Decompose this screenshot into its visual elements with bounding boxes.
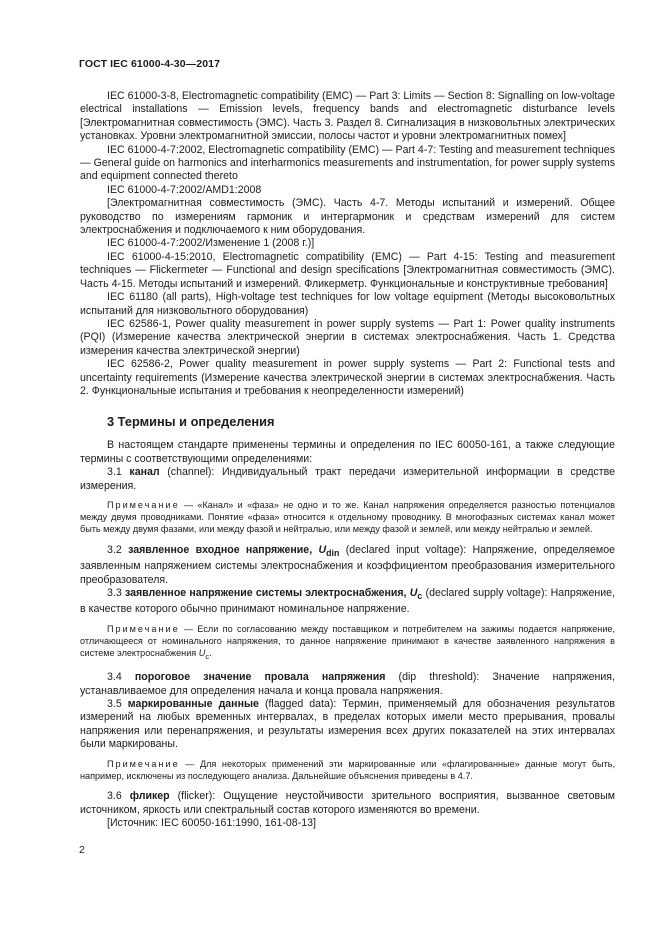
term-name: канал — [129, 466, 160, 479]
term-3-5: 3.5 маркированные данные (flagged data): Термин, применяемый для обозначения результатов измерений на любых временных интервалах, в пределах которых имели место прерывания, провалы напряжения или перенапряжения, и результаты измерения всех других показателей на этих интервалах были маркированы. — [80, 698, 615, 751]
note-3-3: Примечание — Если по согласованию между поставщиком и потребителем на зажимы подается напряжение, отличающееся от номинального напряжения, то данное напряжение принимают в качестве заявленного напряжения в системе электроснабжения $U_c$. — [80, 623, 615, 662]
section-heading: 3 Термины и определения — [107, 414, 275, 430]
term-name: заявленное напряжение системы электроснабжения, $U_c$ — [124, 586, 423, 602]
reference-item: IEC 61000-3-8, Electromagnetic compatibility (EMC) — Part 3: Limits — Section 8: Signalling on low-voltage electrical installations — Emission levels, frequency bands and electromagnetic disturbance levels [Электромагнитная совместимость (ЭМС). Часть 3. Раздел 8. Сигнализация в низковольтных электрических установках. Уровни электромагнитной эмиссии, полосы частот и уровни электромагнитных помех] — [80, 90, 615, 143]
term-3-6: 3.6 фликер (flicker): Ощущение неустойчивости зрительного восприятия, вызванное световым источником, яркость или спектральный состав которого изменяются во времени. — [80, 790, 615, 816]
page-number: 2 — [79, 844, 85, 856]
page-content — [80, 90, 615, 830]
reference-item: IEC 61000-4-15:2010, Electromagnetic compatibility (EMC) — Part 4-15: Testing and measurement techniques — Flickermeter — Functional and design specifications [Электромагнитная совместимость (ЭМС). Часть 4-15. Методы испытаний и измерений. Фликерметр. Функциональные и конструктивные требования] — [80, 250, 615, 290]
note-3-5: Примечание — Для некоторых применений эти маркированные или «флагированные» данные могут быть, например, исключены из последующего анализа. Дальнейшие объяснения приведены в 4.7. — [80, 758, 615, 781]
document-header: ГОСТ IEC 61000-4-30—2017 — [79, 58, 221, 70]
reference-item: [Электромагнитная совместимость (ЭМС). Часть 4-7. Методы испытаний и измерений. Общее руководство по измерениям гармоник и интергармоник и средствам измерений для систем электроснабжения и подключаемого к ним оборудования. — [80, 197, 615, 237]
term-3-3: 3.3 заявленное напряжение системы электроснабжения, $U_c$ (declared supply voltage): Напряжение, в качестве которого обычно принимают номинальное напряжение. — [80, 586, 616, 616]
reference-item: IEC 61000-4-7:2002/Изменение 1 (2008 г.)] — [107, 237, 315, 250]
reference-item: IEC 61180 (all parts), High-voltage test techniques for low voltage equipment (Методы высоковольтных испытаний для низковольтного оборудования) — [80, 291, 615, 317]
term-3-2: 3.2 заявленное входное напряжение, $U_{din}$ (declared input voltage): Напряжение, определяемое заявленным напряжением системы электроснабжения и коэффициентом преобразования измерительного преобразователя. — [80, 543, 615, 586]
section-intro: В настоящем стандарте применены термины и определения по IEC 60050-161, а также следующие термины с соответствующими определениями: — [80, 439, 615, 465]
term-name: пороговое значение провала напряжения — [134, 671, 386, 684]
term-name: заявленное входное напряжение, $U_{din}$ — [128, 543, 340, 558]
note-3-1: Примечание — «Канал» и «фаза» не одно и то же. Канал напряжения определяется разностью потенциалов между двумя проводниками. Понятие «фаза» относится к отдельному проводнику. В многофазных системах канал может быть между двумя фазами, или между фазой и нейтралью, или между фазой и землей, или между нейтралью и землей. — [80, 499, 615, 535]
reference-item: IEC 62586-1, Power quality measurement in power supply systems — Part 1: Power quality instruments (PQI) (Измерение качества электрической энергии в системах электроснабжения. Часть 1. Средства измерения качества электрической энергии) — [80, 317, 615, 357]
term-3-1: 3.1 канал (channel): Индивидуальный тракт передачи измерительной информации в средстве измерения. — [80, 466, 615, 492]
reference-item: IEC 61000-4-7:2002/AMD1:2008 — [107, 183, 262, 196]
reference-item: IEC 61000-4-7:2002, Electromagnetic compatibility (EMC) — Part 4-7: Testing and measurement techniques — General guide on harmonics and interharmonics measurements and instrumentation, for power supply systems and equipment connected thereto — [80, 143, 615, 183]
source-reference: [Источник: IEC 60050-161:1990, 161-08-13] — [107, 816, 316, 829]
reference-item: IEC 62586-2, Power quality measurement in power supply systems — Part 2: Functional tests and uncertainty requirements (Измерение качества электрической энергии в системах электроснабжения. Часть 2. Функциональные испытания и требования к неопределенности измерений) — [80, 358, 615, 397]
term-3-4: 3.4 пороговое значение провала напряжения (dip threshold): Значение напряжения, устанавливаемое для определения начала и конца провала напряжения. — [80, 671, 615, 697]
term-name: фликер — [129, 790, 170, 803]
term-name: маркированные данные — [127, 698, 259, 711]
